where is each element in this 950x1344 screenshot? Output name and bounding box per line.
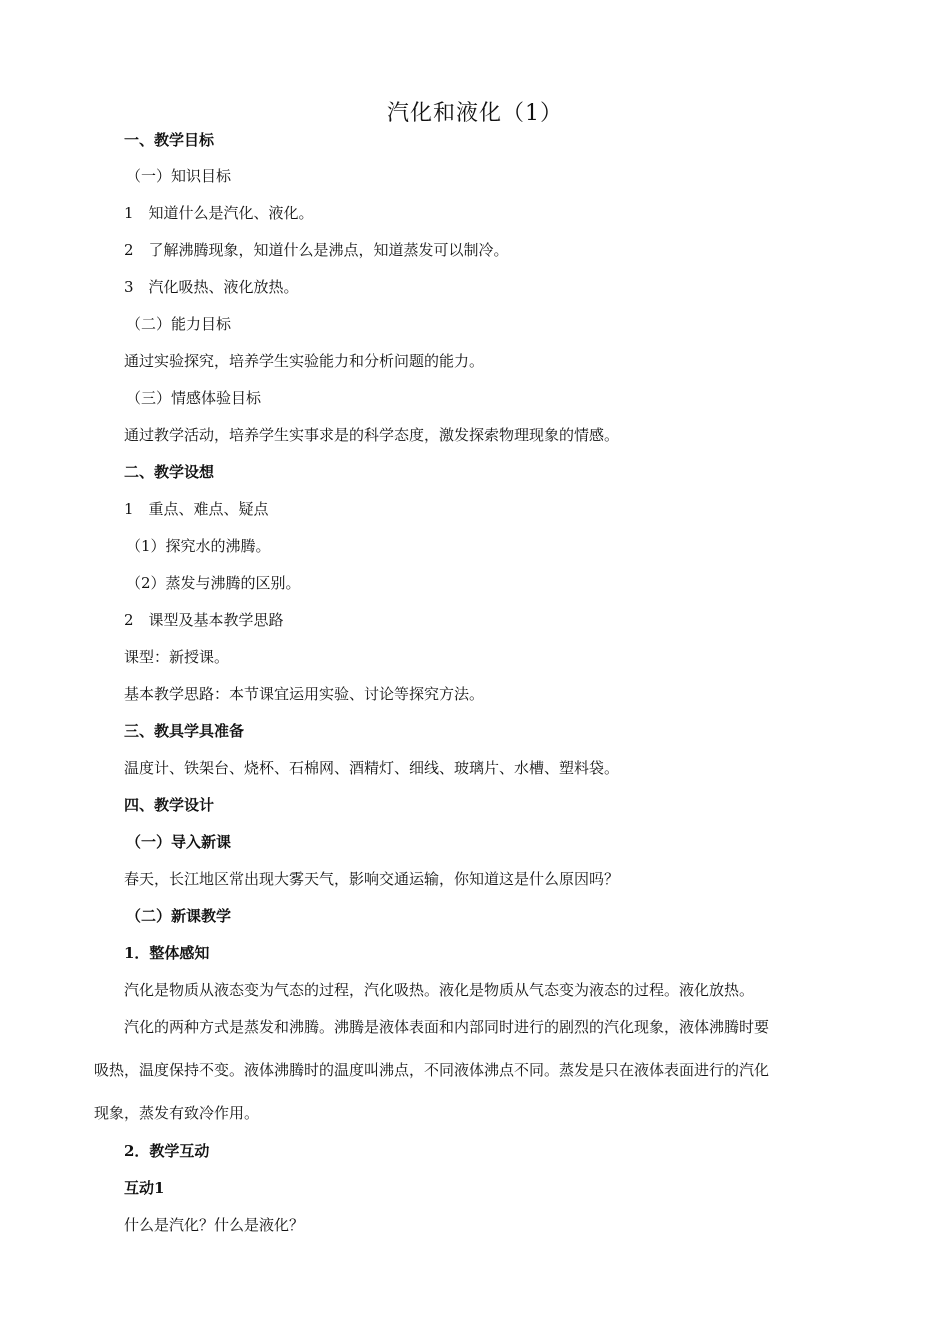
paragraph: 通过教学活动，培养学生实事求是的科学态度，激发探索物理现象的情感。 [124,426,620,444]
section-heading-materials: 三、教具学具准备 [124,722,245,740]
paragraph: 基本教学思路：本节课宜运用实验、讨论等探究方法。 [124,685,485,703]
section-heading-design-idea: 二、教学设想 [124,463,215,481]
list-item: 1 知道什么是汽化、液化。 [124,204,314,222]
paragraph-line: 吸热，温度保持不变。液体沸腾时的温度叫沸点，不同液体沸点不同。蒸发是只在液体表面进行的汽化 [94,1061,770,1079]
subheading-introduction: （一）导入新课 [126,833,232,851]
list-item: 1 重点、难点、疑点 [124,500,269,518]
list-item: 2 了解沸腾现象，知道什么是沸点，知道蒸发可以制冷。 [124,241,509,259]
paragraph: 课型：新授课。 [124,648,230,666]
subheading-teaching-interaction: 2．教学互动 [124,1142,210,1160]
paragraph: 通过实验探究，培养学生实验能力和分析问题的能力。 [124,352,485,370]
list-item: （1）探究水的沸腾。 [126,537,271,555]
subheading-overall-perception: 1．整体感知 [124,944,210,962]
subheading-emotion-goals: （三）情感体验目标 [126,389,262,407]
paragraph: 温度计、铁架台、烧杯、石棉网、酒精灯、细线、玻璃片、水槽、塑料袋。 [124,759,620,777]
list-item: （2）蒸发与沸腾的区别。 [126,574,301,592]
subheading-ability-goals: （二）能力目标 [126,315,232,333]
paragraph-line: 现象，蒸发有致冷作用。 [94,1104,260,1122]
list-item: 3 汽化吸热、液化放热。 [124,278,299,296]
subheading-interaction-1: 互动1 [124,1179,165,1197]
paragraph: 什么是汽化？什么是液化？ [124,1216,305,1234]
paragraph-line: 汽化的两种方式是蒸发和沸腾。沸腾是液体表面和内部同时进行的剧烈的汽化现象，液体沸腾时要 [124,1018,770,1036]
subheading-knowledge-goals: （一）知识目标 [126,167,232,185]
document-title: 汽化和液化（1） [387,101,563,126]
section-heading-teaching-design: 四、教学设计 [124,796,215,814]
paragraph: 汽化是物质从液态变为气态的过程，汽化吸热。液化是物质从气态变为液态的过程。液化放热。 [124,981,755,999]
list-item: 2 课型及基本教学思路 [124,611,284,629]
section-heading-goals: 一、教学目标 [124,131,215,149]
paragraph: 春天，长江地区常出现大雾天气，影响交通运输，你知道这是什么原因吗？ [124,870,620,888]
subheading-new-lesson: （二）新课教学 [126,907,232,925]
